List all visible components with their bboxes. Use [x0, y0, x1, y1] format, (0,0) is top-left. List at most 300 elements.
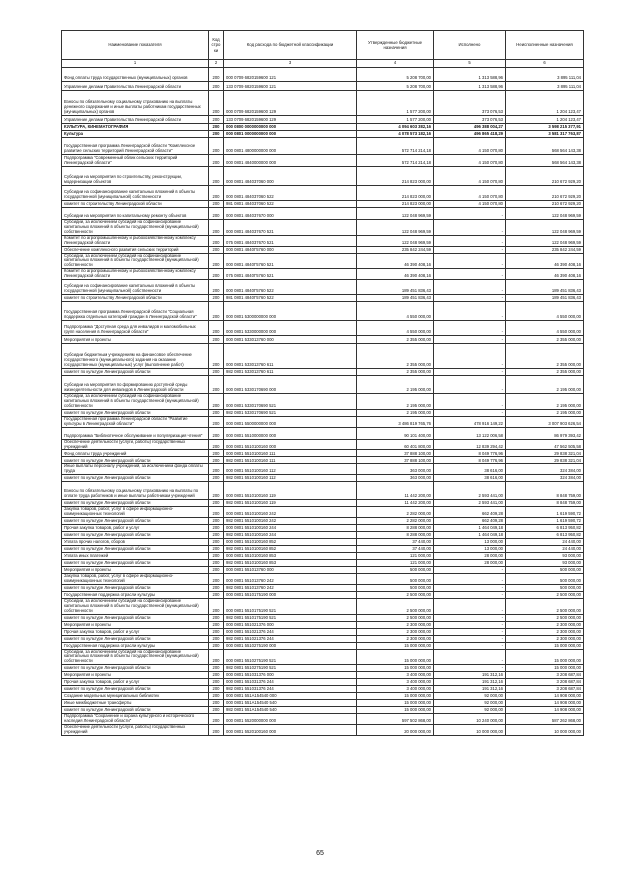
row-approved: 363 000,00 — [357, 464, 434, 475]
row-approved: 46 390 408,16 — [357, 269, 434, 280]
row-code: 200 — [209, 336, 224, 344]
row-kbk: 982 0801 5510175190 521 — [224, 614, 357, 621]
row-approved: 1 577 200,00 — [357, 91, 434, 116]
row-name: Субсидии бюджетным учреждениям на финансовое обеспечение государственного (муниципального) задания на оказание государственных (муниципальных) услуг (выполнение работ) — [62, 344, 209, 369]
row-executed: 10 240 000,00 — [434, 714, 506, 725]
row-executed: 496 388 004,27 — [434, 124, 506, 131]
row-name: Мероприятия и проекты — [62, 621, 209, 628]
column-number: 1 — [62, 60, 209, 68]
row-name: Обеспечение комплексного развития сельских территорий — [62, 246, 209, 253]
row-approved: 4 550 000,00 — [357, 302, 434, 321]
table-row — [62, 439, 584, 450]
row-name: Субсидии, за исключением субсидий на софинансирование капитальных вложений в объекты государственной (муниципальной) собственности — [62, 598, 209, 614]
row-approved: 5 208 700,00 — [357, 82, 434, 91]
row-name: комитет по культуре Ленинградской области — [62, 500, 209, 507]
row-name: комитет по культуре Ленинградской области — [62, 369, 209, 376]
row-kbk: 982 0801 5510100160 853 — [224, 560, 357, 567]
row-code: 200 — [209, 208, 224, 220]
row-executed: - — [434, 394, 506, 410]
row-unexecuted: 2 195 000,00 — [506, 376, 584, 394]
column-number: 5 — [434, 60, 506, 68]
row-approved: 15 000 000,00 — [357, 649, 434, 665]
row-name: Субсидии, за исключением субсидий на софинансирование капитальных вложений в объекты государственной (муниципальной) собственности — [62, 253, 209, 269]
row-name: Прочая закупка товаров, работ и услуг — [62, 628, 209, 635]
row-name: Субсидии на софинансирование капитальных вложений в объекты государственной (муниципальной) собственности — [62, 186, 209, 201]
row-executed: - — [434, 376, 506, 394]
row-kbk: 075 0801 484037670 521 — [224, 235, 357, 246]
table-row — [62, 280, 584, 295]
row-code: 200 — [209, 500, 224, 507]
table-row — [62, 475, 584, 482]
table-row — [62, 553, 584, 560]
row-approved: 11 442 200,00 — [357, 482, 434, 500]
row-approved: 4 078 573 182,16 — [357, 131, 434, 138]
row-code: 200 — [209, 707, 224, 714]
table-row — [62, 269, 584, 280]
row-approved: 2 500 000,00 — [357, 614, 434, 621]
row-name: Подпрограмма "Библиотечное обслуживание и популяризация чтения" — [62, 427, 209, 439]
row-unexecuted: 2 195 000,00 — [506, 409, 584, 416]
row-executed: 10 000 000,00 — [434, 725, 506, 736]
table-row — [62, 409, 584, 416]
row-code: 200 — [209, 409, 224, 416]
table-row — [62, 482, 584, 500]
table-row — [62, 725, 584, 736]
header-approved: Утвержденные бюджетные назначения — [357, 31, 434, 60]
row-kbk: 000 0709 6820159600 129 — [224, 91, 357, 116]
row-unexecuted: 500 000,00 — [506, 584, 584, 591]
row-unexecuted: 93 000,00 — [506, 553, 584, 560]
row-code: 200 — [209, 621, 224, 628]
row-kbk: 000 0801 551A154540 540 — [224, 700, 357, 707]
row-name: Управление делами Правительства Ленинградской области — [62, 82, 209, 91]
table-row — [62, 560, 584, 567]
row-executed: 92 000,00 — [434, 707, 506, 714]
row-executed: 1 313 588,96 — [434, 82, 506, 91]
row-unexecuted: 46 390 408,16 — [506, 269, 584, 280]
table-row — [62, 68, 584, 82]
row-code: 200 — [209, 560, 224, 567]
row-approved: 2 355 000,00 — [357, 369, 434, 376]
row-unexecuted: 500 000,00 — [506, 567, 584, 574]
row-code: 200 — [209, 167, 224, 186]
table-row — [62, 253, 584, 269]
row-executed: - — [434, 614, 506, 621]
row-name: Культура — [62, 131, 209, 138]
row-code: 200 — [209, 131, 224, 138]
table-row — [62, 700, 584, 707]
row-name: Мероприятия и проекты — [62, 567, 209, 574]
row-code: 200 — [209, 450, 224, 457]
table-row — [62, 124, 584, 131]
row-unexecuted: 2 300 000,00 — [506, 628, 584, 635]
row-unexecuted: 3 208 687,84 — [506, 686, 584, 693]
table-row — [62, 167, 584, 186]
row-executed: - — [434, 235, 506, 246]
row-executed: 191 312,16 — [434, 672, 506, 679]
row-unexecuted: 3 208 687,84 — [506, 672, 584, 679]
row-executed: 38 616,00 — [434, 475, 506, 482]
row-approved: 500 000,00 — [357, 574, 434, 585]
row-executed: 13 000,00 — [434, 546, 506, 553]
row-kbk: 133 0709 6820159600 121 — [224, 82, 357, 91]
table-row — [62, 686, 584, 693]
row-code: 200 — [209, 714, 224, 725]
table-body — [62, 68, 584, 736]
row-unexecuted: 2 500 000,00 — [506, 591, 584, 598]
row-approved: 572 714 214,18 — [357, 155, 434, 167]
row-executed: 373 076,53 — [434, 116, 506, 124]
row-name: Комитет по агропромышленному и рыбохозяйственному комплексу Ленинградской области — [62, 235, 209, 246]
row-kbk: 000 0801 5330170690 521 — [224, 394, 357, 410]
row-kbk: 982 0801 551031376 244 — [224, 686, 357, 693]
table-row — [62, 450, 584, 457]
row-code: 200 — [209, 280, 224, 295]
row-code: 200 — [209, 91, 224, 116]
row-kbk: 000 0801 4840Г5760 521 — [224, 253, 357, 269]
row-name: Иные межбюджетные трансферты — [62, 700, 209, 707]
row-code: 200 — [209, 672, 224, 679]
row-executed: - — [434, 665, 506, 672]
table-row — [62, 186, 584, 201]
table-row — [62, 665, 584, 672]
row-code: 200 — [209, 246, 224, 253]
row-executed: 92 000,00 — [434, 700, 506, 707]
row-kbk: 000 0801 5520000000 000 — [224, 714, 357, 725]
row-name: Государственная программа Ленинградской области "Развитие культуры в Ленинградской области" — [62, 416, 209, 427]
row-executed: - — [434, 628, 506, 635]
table-row — [62, 138, 584, 155]
row-unexecuted: 1 619 590,72 — [506, 518, 584, 525]
row-executed: - — [434, 321, 506, 336]
table-row — [62, 336, 584, 344]
row-approved: 60 401 800,00 — [357, 439, 434, 450]
row-approved: 572 714 214,18 — [357, 138, 434, 155]
row-kbk: 000 0801 5510275190 521 — [224, 649, 357, 665]
row-name: Прочая закупка товаров, работ и услуг — [62, 525, 209, 532]
row-approved: 1 577 200,00 — [357, 116, 434, 124]
row-name: Мероприятия и проекты — [62, 336, 209, 344]
row-approved: 37 440,00 — [357, 539, 434, 546]
row-name: Фонд оплаты труда государственных (муниципальных) органов — [62, 68, 209, 82]
row-unexecuted: 122 048 969,59 — [506, 220, 584, 236]
row-approved: 2 355 000,00 — [357, 336, 434, 344]
row-executed: 496 865 418,29 — [434, 131, 506, 138]
row-kbk: 000 0801 5510100160 111 — [224, 450, 357, 457]
row-approved: 46 390 408,16 — [357, 253, 434, 269]
row-executed: - — [434, 649, 506, 665]
table-row — [62, 91, 584, 116]
row-name: комитет по культуре Ленинградской области — [62, 457, 209, 464]
row-unexecuted: 14 908 000,00 — [506, 700, 584, 707]
row-name: Уплата прочих налогов, сборов — [62, 539, 209, 546]
row-name: Подпрограмма "Современный облик сельских территорий Ленинградской области" — [62, 155, 209, 167]
row-kbk: 000 0801 5510175190 521 — [224, 598, 357, 614]
row-approved: 122 048 969,59 — [357, 220, 434, 236]
row-code: 200 — [209, 614, 224, 621]
row-name: комитет по культуре Ленинградской области — [62, 546, 209, 553]
row-name: Субсидии на мероприятия по формированию доступной среды жизнедеятельности для инвалидов в Ленинградской области — [62, 376, 209, 394]
table-row — [62, 679, 584, 686]
row-approved: 2 500 000,00 — [357, 591, 434, 598]
row-approved: 214 823 000,00 — [357, 167, 434, 186]
header-kbk: Код расхода по бюджетной классификации — [224, 31, 357, 60]
row-unexecuted: 29 838 321,04 — [506, 457, 584, 464]
row-executed: 8 049 776,96 — [434, 450, 506, 457]
row-name: Иные выплаты персоналу учреждений, за исключением фонда оплаты труда — [62, 464, 209, 475]
row-code: 200 — [209, 321, 224, 336]
row-code: 200 — [209, 539, 224, 546]
row-name: Уплата иных платежей — [62, 553, 209, 560]
row-approved: 122 048 969,59 — [357, 208, 434, 220]
row-approved: 2 300 000,00 — [357, 635, 434, 642]
row-code: 200 — [209, 427, 224, 439]
row-executed: 478 916 149,22 — [434, 416, 506, 427]
row-name: Прочая закупка товаров, работ и услуг — [62, 679, 209, 686]
table-row — [62, 539, 584, 546]
row-code: 200 — [209, 457, 224, 464]
table-row — [62, 707, 584, 714]
table-row — [62, 295, 584, 302]
row-approved: 189 451 836,43 — [357, 295, 434, 302]
row-name: Взносы по обязательному социальному страхованию на выплаты денежного содержания и иные выплаты работникам государственных (муниципальных) органов — [62, 91, 209, 116]
row-executed: 4 150 070,80 — [434, 155, 506, 167]
row-approved: 2 282 000,00 — [357, 507, 434, 518]
table-row — [62, 574, 584, 585]
row-approved: 2 282 000,00 — [357, 518, 434, 525]
table-row — [62, 591, 584, 598]
table-row — [62, 693, 584, 700]
row-approved: 8 288 000,00 — [357, 525, 434, 532]
row-unexecuted: 2 355 000,00 — [506, 344, 584, 369]
column-number: 4 — [357, 60, 434, 68]
row-name: комитет по культуре Ленинградской области — [62, 614, 209, 621]
row-approved: 37 440,00 — [357, 546, 434, 553]
row-approved: 3 486 819 765,76 — [357, 416, 434, 427]
header-unexecuted: Неисполненные назначения — [506, 31, 584, 60]
page-number: 65 — [316, 850, 324, 857]
row-name: комитет по культуре Ленинградской области — [62, 532, 209, 539]
column-number: 3 — [224, 60, 357, 68]
row-approved: 3 400 000,00 — [357, 686, 434, 693]
row-code: 200 — [209, 376, 224, 394]
table-row — [62, 116, 584, 124]
row-approved: 214 823 000,00 — [357, 186, 434, 201]
row-name: комитет по культуре Ленинградской области — [62, 686, 209, 693]
row-kbk: 000 0801 551013760 000 — [224, 567, 357, 574]
row-name: комитет по культуре Ленинградской области — [62, 409, 209, 416]
row-kbk: 000 0801 4800000000 000 — [224, 138, 357, 155]
row-unexecuted: 2 500 000,00 — [506, 614, 584, 621]
table-row — [62, 376, 584, 394]
table-row — [62, 235, 584, 246]
table-row — [62, 464, 584, 475]
row-kbk: 000 0801 5510275190 000 — [224, 642, 357, 649]
row-kbk: 000 0801 5510100160 112 — [224, 464, 357, 475]
row-unexecuted: 3 598 215 377,91 — [506, 124, 584, 131]
row-kbk: 982 0801 551A154540 540 — [224, 707, 357, 714]
row-executed: - — [434, 208, 506, 220]
table-row — [62, 369, 584, 376]
row-kbk: 000 0801 551021376 000 — [224, 621, 357, 628]
row-kbk: 981 0801 484037060 522 — [224, 201, 357, 208]
row-approved: 121 000,00 — [357, 560, 434, 567]
table-row — [62, 155, 584, 167]
row-unexecuted: 2 300 000,00 — [506, 621, 584, 628]
row-unexecuted: 2 195 000,00 — [506, 394, 584, 410]
row-kbk: 000 0801 4840000000 000 — [224, 155, 357, 167]
table-row — [62, 344, 584, 369]
row-code: 200 — [209, 591, 224, 598]
row-unexecuted: 24 440,00 — [506, 539, 584, 546]
table-row — [62, 500, 584, 507]
row-name: Государственная поддержка отрасли культуры — [62, 642, 209, 649]
row-code: 200 — [209, 553, 224, 560]
row-executed: - — [434, 280, 506, 295]
row-name: Подпрограмма "Сохранение и охрана культурного и исторического наследия Ленинградской области" — [62, 714, 209, 725]
table-row — [62, 518, 584, 525]
row-code: 200 — [209, 138, 224, 155]
row-code: 200 — [209, 507, 224, 518]
row-unexecuted: 14 908 000,00 — [506, 693, 584, 700]
row-kbk: 000 0801 5510100160 852 — [224, 539, 357, 546]
row-unexecuted: 3 581 317 763,87 — [506, 131, 584, 138]
row-code: 200 — [209, 546, 224, 553]
header-executed: Исполнено — [434, 31, 506, 60]
row-kbk: 982 0801 5510275190 521 — [224, 665, 357, 672]
row-code: 200 — [209, 665, 224, 672]
row-unexecuted: 189 451 836,43 — [506, 295, 584, 302]
row-kbk: 000 0801 5300000000 000 — [224, 302, 357, 321]
row-approved: 15 000 000,00 — [357, 693, 434, 700]
row-unexecuted: 3 007 903 626,54 — [506, 416, 584, 427]
table-row — [62, 208, 584, 220]
row-executed: - — [434, 567, 506, 574]
table-row — [62, 525, 584, 532]
row-unexecuted: 3 895 111,04 — [506, 82, 584, 91]
row-code: 200 — [209, 235, 224, 246]
row-executed: 13 122 006,58 — [434, 427, 506, 439]
row-executed: 4 150 070,80 — [434, 138, 506, 155]
row-executed: 373 076,53 — [434, 91, 506, 116]
row-unexecuted: 15 000 000,00 — [506, 642, 584, 649]
row-approved: 2 500 000,00 — [357, 598, 434, 614]
row-name: Субсидии на мероприятия по капитальному ремонту объектов — [62, 208, 209, 220]
row-unexecuted: 24 440,00 — [506, 546, 584, 553]
row-executed: 2 593 441,00 — [434, 482, 506, 500]
row-name: Закупка товаров, работ, услуг в сфере информационно-коммуникационных технологий — [62, 574, 209, 585]
row-name: Управление делами Правительства Ленинградской области — [62, 116, 209, 124]
row-unexecuted: 235 842 244,59 — [506, 246, 584, 253]
row-name: Субсидии на софинансирование капитальных вложений в объекты государственной (муниципальной) собственности — [62, 280, 209, 295]
row-executed: - — [434, 302, 506, 321]
row-unexecuted: 1 204 123,47 — [506, 91, 584, 116]
row-executed: 2 593 441,00 — [434, 500, 506, 507]
table-row — [62, 567, 584, 574]
row-code: 200 — [209, 518, 224, 525]
row-name: Фонд оплаты труда учреждений — [62, 450, 209, 457]
row-unexecuted: 587 262 868,00 — [506, 714, 584, 725]
row-code: 200 — [209, 679, 224, 686]
row-kbk: 000 0801 551031376 244 — [224, 679, 357, 686]
row-approved: 3 400 000,00 — [357, 672, 434, 679]
row-executed: - — [434, 369, 506, 376]
table-row — [62, 532, 584, 539]
row-kbk: 982 0801 5510100160 852 — [224, 546, 357, 553]
row-code: 200 — [209, 344, 224, 369]
row-executed: 8 049 776,96 — [434, 457, 506, 464]
row-unexecuted: 2 355 000,00 — [506, 336, 584, 344]
row-code: 200 — [209, 525, 224, 532]
row-approved: 15 000 000,00 — [357, 665, 434, 672]
row-approved: 363 000,00 — [357, 475, 434, 482]
table-row — [62, 614, 584, 621]
table-row — [62, 649, 584, 665]
row-approved: 15 000 000,00 — [357, 707, 434, 714]
row-code: 200 — [209, 124, 224, 131]
row-kbk: 000 0801 4840Г5760 000 — [224, 246, 357, 253]
table-row — [62, 302, 584, 321]
header-name: Наименование показателя — [62, 31, 209, 60]
table-row — [62, 714, 584, 725]
row-kbk: 982 0801 551021376 244 — [224, 635, 357, 642]
row-executed: 191 312,16 — [434, 686, 506, 693]
row-executed: - — [434, 598, 506, 614]
row-name: Субсидии на мероприятия по строительству, реконструкции, модернизации объектов — [62, 167, 209, 186]
row-unexecuted: 122 048 969,59 — [506, 208, 584, 220]
row-kbk: 000 0801 551A154540 000 — [224, 693, 357, 700]
row-executed: 4 150 070,80 — [434, 186, 506, 201]
row-code: 200 — [209, 439, 224, 450]
row-code: 200 — [209, 220, 224, 236]
row-unexecuted: 1 204 123,47 — [506, 116, 584, 124]
row-kbk: 982 0801 533013760 611 — [224, 369, 357, 376]
row-code: 200 — [209, 416, 224, 427]
row-kbk: 982 0801 5510100160 112 — [224, 475, 357, 482]
table-row — [62, 621, 584, 628]
row-unexecuted: 15 000 000,00 — [506, 649, 584, 665]
row-name: комитет по культуре Ленинградской области — [62, 707, 209, 714]
table-row — [62, 584, 584, 591]
table-row — [62, 635, 584, 642]
row-approved: 4 550 000,00 — [357, 321, 434, 336]
row-approved: 189 451 836,43 — [357, 280, 434, 295]
row-executed: 28 000,00 — [434, 560, 506, 567]
row-approved: 2 355 000,00 — [357, 344, 434, 369]
row-executed: 662 409,28 — [434, 507, 506, 518]
row-approved: 37 888 100,00 — [357, 457, 434, 464]
row-name: комитет по культуре Ленинградской области — [62, 518, 209, 525]
row-code: 200 — [209, 253, 224, 269]
row-code: 200 — [209, 475, 224, 482]
row-kbk: 982 0801 551013760 242 — [224, 584, 357, 591]
row-approved: 11 442 200,00 — [357, 500, 434, 507]
row-executed: - — [434, 246, 506, 253]
row-kbk: 982 0801 5510100160 244 — [224, 532, 357, 539]
row-unexecuted: 324 384,00 — [506, 475, 584, 482]
row-unexecuted: 2 500 000,00 — [506, 598, 584, 614]
row-approved: 15 000 000,00 — [357, 642, 434, 649]
table-row — [62, 246, 584, 253]
row-kbk: 000 0801 5520100160 000 — [224, 725, 357, 736]
row-name: Подпрограмма "Доступная среда для инвалидов и маломобильных групп населения в Ленинградской области" — [62, 321, 209, 336]
row-code: 200 — [209, 295, 224, 302]
row-approved: 2 195 000,00 — [357, 394, 434, 410]
row-name: Взносы по обязательному социальному страхованию на выплаты по оплате труда работников и иные выплаты работникам учреждений — [62, 482, 209, 500]
row-kbk: 000 0801 551031376 000 — [224, 672, 357, 679]
row-unexecuted: 10 000 000,00 — [506, 725, 584, 736]
row-executed: 191 312,16 — [434, 679, 506, 686]
